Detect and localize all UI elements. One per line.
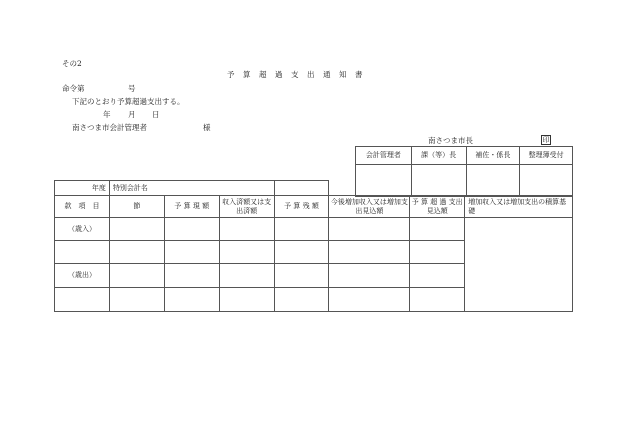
date-day: 日 xyxy=(152,110,160,119)
document-title: 予算超過支出通知書 xyxy=(227,70,371,79)
col-section: 節 xyxy=(109,196,164,218)
date-year: 年 xyxy=(103,110,111,119)
addressee: 南さつま市会計管理者 xyxy=(72,123,147,132)
approval-col-accounting-manager: 会計管理者 xyxy=(356,147,412,165)
form-number: その2 xyxy=(62,59,82,68)
approval-col-register: 整理簿受付 xyxy=(520,147,573,165)
expenditure-section-label: （歳出） xyxy=(55,264,110,288)
body-text: 下記のとおり予算超過支出する。 xyxy=(72,97,185,106)
account-name-label: 特別会計名 xyxy=(109,181,274,196)
mayor-title: 南さつま市長 xyxy=(428,136,473,145)
date-month: 月 xyxy=(128,110,136,119)
col-item: 款 項 目 xyxy=(55,196,110,218)
fiscal-year-label: 年度 xyxy=(55,181,110,196)
main-table xyxy=(54,180,573,312)
approval-col-assistant-chief: 補佐・係長 xyxy=(466,147,520,165)
revenue-section-label: （歳入） xyxy=(55,218,110,241)
account-name-value xyxy=(274,181,329,196)
approval-col-section-chief: 課（等）長 xyxy=(411,147,466,165)
col-overrun-expected: 予 算 超 過 支出見込額 xyxy=(410,196,465,218)
col-budget-remaining: 予 算 残 額 xyxy=(274,196,329,218)
col-expected-increase: 今後増加収入又は増加支出見込額 xyxy=(329,196,410,218)
col-calculation-basis: 増加収入又は増加支出の積算基礎 xyxy=(465,196,573,218)
calculation-basis-cell xyxy=(465,218,573,312)
seal-mark: 印 xyxy=(542,136,550,144)
col-received-spent: 収入済額又は支出済額 xyxy=(219,196,274,218)
order-suffix: 号 xyxy=(128,84,136,93)
col-budget-current: 予 算 現 額 xyxy=(164,196,219,218)
order-label: 命令第 xyxy=(62,84,85,93)
honorific: 様 xyxy=(203,123,211,132)
